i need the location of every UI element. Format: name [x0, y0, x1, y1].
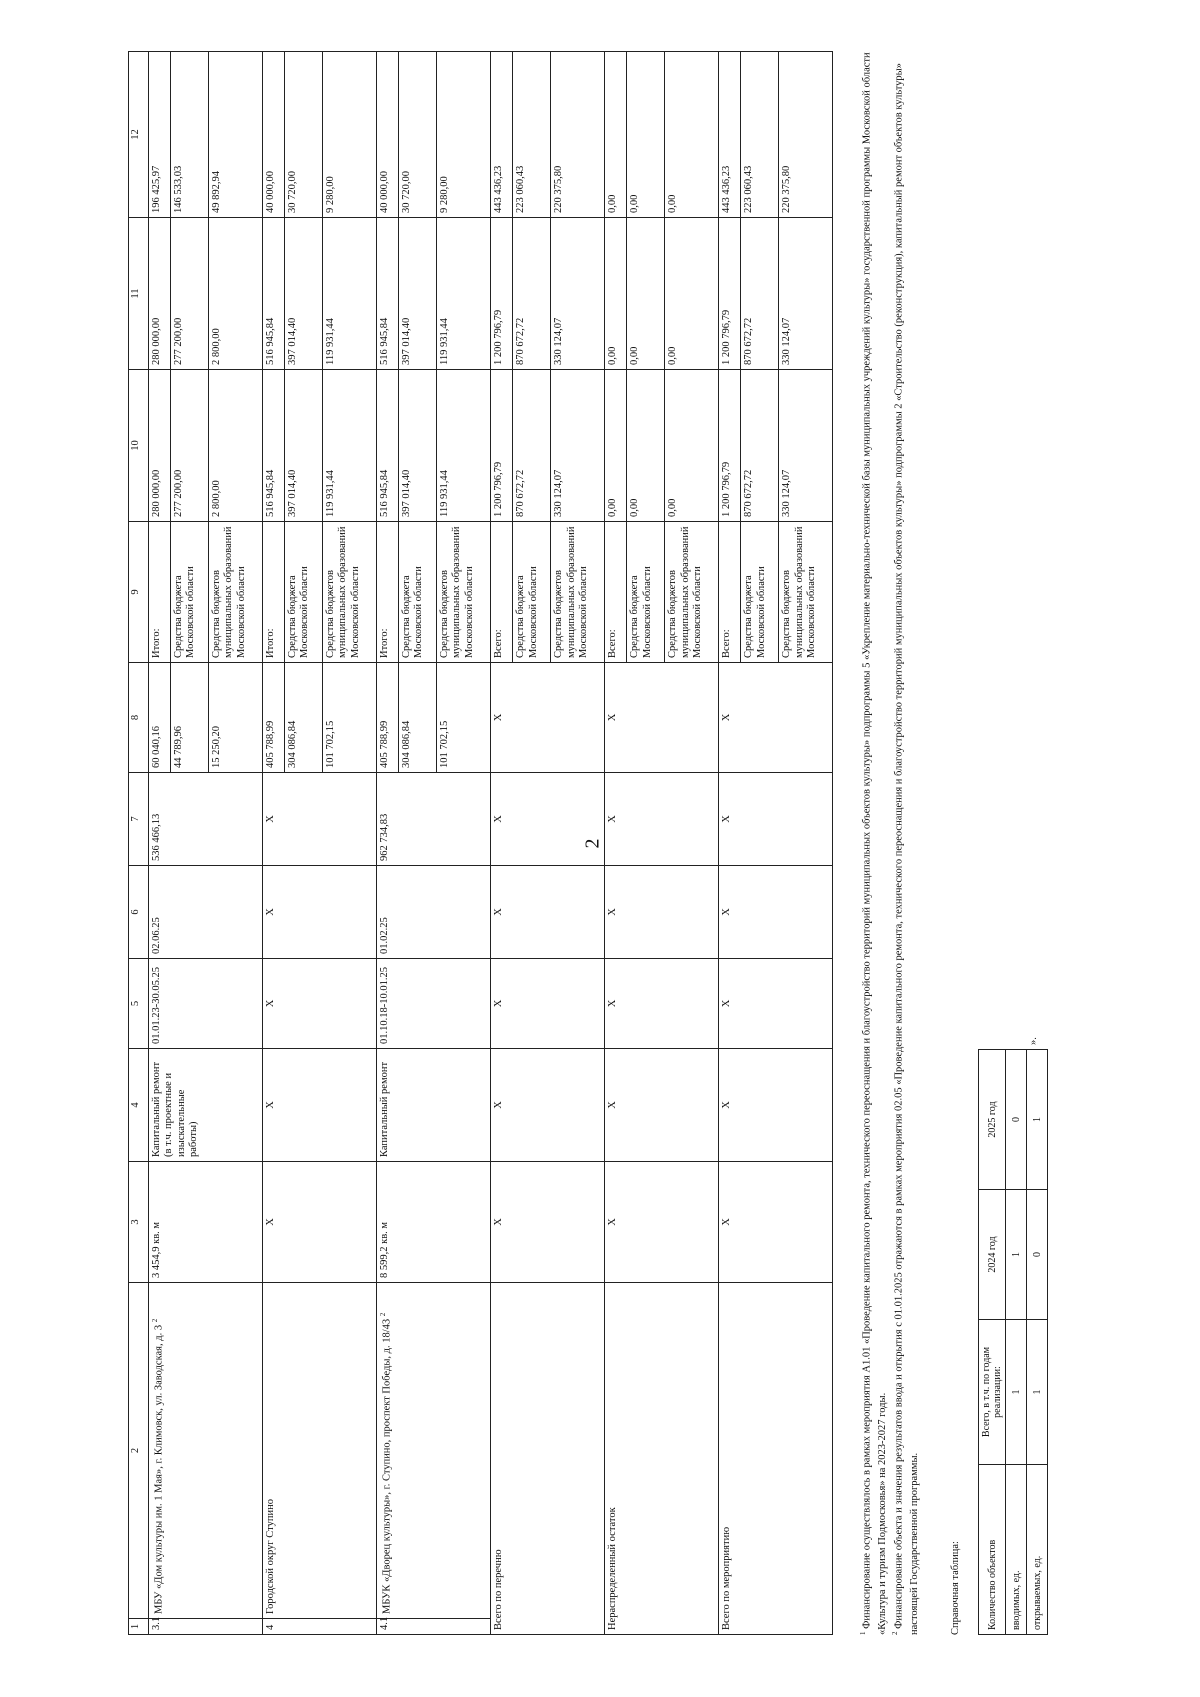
work-period: 01.10.18-10.01.25 [376, 959, 490, 1049]
amount-col10: 0,00 [604, 370, 626, 522]
financed-value: 405 788,99 [376, 663, 398, 773]
amount-col12: 49 892,94 [208, 52, 262, 218]
amount-col11: 277 200,00 [170, 218, 208, 370]
amount-col10: 870 672,72 [741, 370, 779, 522]
x-mark: X [718, 773, 832, 866]
amount-col12: 40 000,00 [262, 52, 284, 218]
summary-row [718, 52, 740, 1635]
footnotes [858, 35, 922, 1635]
funding-source: Средства бюджетов муниципальных образований Московской области [322, 522, 376, 663]
work-type: Капитальный ремонт (в т.ч. проектные и изыскательные работы) [148, 1049, 262, 1162]
x-mark: X [490, 959, 604, 1049]
col-number: 2 [129, 1283, 149, 1619]
page-number: 2 [581, 838, 604, 849]
row-number: 4 [262, 1619, 376, 1635]
amount-col11: 2 800,00 [208, 218, 262, 370]
reference-total: 1 [1006, 1320, 1027, 1465]
object-name: МБУК «Дворец культуры», г. Ступино, проспект Победы, д. 18/43 $^2$ [376, 1283, 490, 1619]
financed-value: 15 250,20 [208, 663, 262, 773]
table-row [376, 52, 398, 1635]
reference-2024: 1 [1006, 1190, 1027, 1320]
opening-date: 01.02.25 [376, 866, 490, 959]
amount-col12: 443 436,23 [490, 52, 512, 218]
funding-source: Средства бюджета Московской области [626, 522, 664, 663]
amount-col11: 330 124,07 [779, 218, 833, 370]
financed-value: 304 086,84 [398, 663, 436, 773]
work-period: 01.01.23-30.05.25 [148, 959, 262, 1049]
amount-col10: 119 931,44 [436, 370, 490, 522]
funding-source: Средства бюджета Московской области [284, 522, 322, 663]
reference-2025: 1 [1027, 1050, 1048, 1190]
amount-col11: 0,00 [604, 218, 626, 370]
reference-table-caption: Справочная таблица: [950, 1541, 961, 1635]
object-area: 3 454,9 кв. м [148, 1162, 262, 1283]
amount-col11: 280 000,00 [148, 218, 170, 370]
amount-col10: 280 000,00 [148, 370, 170, 522]
amount-col12: 9 280,00 [436, 52, 490, 218]
x-mark: X [490, 866, 604, 959]
amount-col11: 119 931,44 [436, 218, 490, 370]
funding-source: Всего: [490, 522, 512, 663]
object-name: Городской округ Ступино [262, 1283, 376, 1619]
funding-source: Средства бюджета Московской области [398, 522, 436, 663]
col-number: 3 [129, 1162, 149, 1283]
x-mark: X [490, 773, 604, 866]
financing-table [128, 51, 833, 1635]
funding-source: Средства бюджетов муниципальных образований Московской области [436, 522, 490, 663]
col-number: 10 [129, 370, 149, 522]
total-cost: 536 466,13 [148, 773, 262, 866]
x-mark: X [262, 1162, 376, 1283]
amount-col12: 0,00 [626, 52, 664, 218]
financed-value: 304 086,84 [284, 663, 322, 773]
summary-label: Нераспределенный остаток [604, 1283, 718, 1635]
x-mark: X [604, 773, 718, 866]
x-mark: X [490, 663, 604, 773]
amount-col12: 40 000,00 [376, 52, 398, 218]
funding-source: Средства бюджетов муниципальных образований Московской области [664, 522, 718, 663]
reference-header: 2025 год [979, 1050, 1006, 1190]
row-number: 4.1 [376, 1619, 490, 1635]
amount-col11: 516 945,84 [262, 218, 284, 370]
amount-col11: 397 014,40 [284, 218, 322, 370]
table-row [262, 52, 284, 1635]
amount-col12: 0,00 [604, 52, 626, 218]
amount-col11: 119 931,44 [322, 218, 376, 370]
work-type: Капитальный ремонт [376, 1049, 490, 1162]
amount-col11: 1 200 796,79 [490, 218, 512, 370]
x-mark: X [262, 959, 376, 1049]
reference-header: 2024 год [979, 1190, 1006, 1320]
amount-col11: 397 014,40 [398, 218, 436, 370]
reference-2024: 0 [1027, 1190, 1048, 1320]
amount-col11: 1 200 796,79 [718, 218, 740, 370]
reference-label: вводимых, ед. [1006, 1465, 1027, 1635]
col-number: 6 [129, 866, 149, 959]
funding-source: Средства бюджета Московской области [512, 522, 550, 663]
financed-value: 60 040,16 [148, 663, 170, 773]
amount-col11: 0,00 [664, 218, 718, 370]
amount-col10: 516 945,84 [376, 370, 398, 522]
table-row [148, 52, 170, 1635]
amount-col10: 397 014,40 [398, 370, 436, 522]
amount-col12: 220 375,80 [550, 52, 604, 218]
x-mark: X [718, 663, 832, 773]
col-number: 9 [129, 522, 149, 663]
x-mark: X [490, 1049, 604, 1162]
amount-col12: 30 720,00 [398, 52, 436, 218]
reference-table [978, 1049, 1048, 1635]
footnote-1: $^1$ Финансирование осуществлялось в рамках мероприятия А1.01 «Проведение капитального ремонта, технического переоснащения и благоустройство территорий муниципальных объектов культуры» подпрограммы 5 «Укрепление материально-технической базы муниципальных учреждений культуры» государственной программы Московской области «Культура и туризм Подмосковья» на 2023-2027 годы. [859, 52, 888, 1635]
opening-date: 02.06.25 [148, 866, 262, 959]
reference-row [1006, 1050, 1027, 1635]
col-number: 8 [129, 663, 149, 773]
financed-value: 101 702,15 [436, 663, 490, 773]
funding-source: Всего: [718, 522, 740, 663]
funding-source: Средства бюджетов муниципальных образований Московской области [208, 522, 262, 663]
reference-label: открываемых, ед. [1027, 1465, 1048, 1635]
col-number: 7 [129, 773, 149, 866]
x-mark: X [262, 773, 376, 866]
amount-col10: 516 945,84 [262, 370, 284, 522]
rotated-page-content [128, 25, 1200, 1635]
amount-col12: 30 720,00 [284, 52, 322, 218]
amount-col10: 870 672,72 [512, 370, 550, 522]
amount-col12: 220 375,80 [779, 52, 833, 218]
amount-col10: 330 124,07 [779, 370, 833, 522]
reference-header: Всего, в т.ч. по годам реализации: [979, 1320, 1006, 1465]
col-number: 1 [129, 1619, 149, 1635]
column-number-row [129, 52, 149, 1635]
x-mark: X [604, 1049, 718, 1162]
summary-row [490, 52, 512, 1635]
row-number: 3.1 [148, 1619, 262, 1635]
x-mark: X [604, 1162, 718, 1283]
col-number: 12 [129, 52, 149, 218]
x-mark: X [718, 959, 832, 1049]
financed-value: 405 788,99 [262, 663, 284, 773]
funding-source: Итого: [262, 522, 284, 663]
amount-col12: 443 436,23 [718, 52, 740, 218]
x-mark: X [490, 1162, 604, 1283]
amount-col10: 119 931,44 [322, 370, 376, 522]
x-mark: X [718, 1049, 832, 1162]
amount-col12: 9 280,00 [322, 52, 376, 218]
funding-source: Средства бюджета Московской области [170, 522, 208, 663]
amount-col11: 516 945,84 [376, 218, 398, 370]
amount-col11: 0,00 [626, 218, 664, 370]
financed-value: 101 702,15 [322, 663, 376, 773]
amount-col12: 223 060,43 [512, 52, 550, 218]
amount-col12: 223 060,43 [741, 52, 779, 218]
x-mark: X [604, 866, 718, 959]
summary-label: Всего по мероприятию [718, 1283, 832, 1635]
amount-col12: 146 533,03 [170, 52, 208, 218]
funding-source: Средства бюджетов муниципальных образований Московской области [550, 522, 604, 663]
funding-source: Итого: [376, 522, 398, 663]
reference-total: 1 [1027, 1320, 1048, 1465]
summary-label: Всего по перечню [490, 1283, 604, 1635]
reference-header: Количество объектов [979, 1465, 1006, 1635]
reference-header-row [979, 1050, 1006, 1635]
amount-col11: 870 672,72 [741, 218, 779, 370]
funding-source: Средства бюджетов муниципальных образований Московской области [779, 522, 833, 663]
summary-row [604, 52, 626, 1635]
footnote-2: $^2$ Финансирование объекта и значения результатов ввода и открытия с 01.01.2025 отражаются в рамках мероприятия 02.05 «Проведение капитального ремонта, технического переоснащения и благоустройство территорий муниципальных объектов культуры» подпрограммы 2 «Строительство (реконструкция), капитальный ремонт объектов культуры» настоящей Государственной программы. [890, 63, 920, 1635]
col-number: 5 [129, 959, 149, 1049]
funding-source: Всего: [604, 522, 626, 663]
amount-col10: 277 200,00 [170, 370, 208, 522]
x-mark: X [718, 1162, 832, 1283]
col-number: 11 [129, 218, 149, 370]
x-mark: X [262, 1049, 376, 1162]
x-mark: X [604, 663, 718, 773]
reference-2025: 0 [1006, 1050, 1027, 1190]
financed-value: 44 789,96 [170, 663, 208, 773]
amount-col10: 0,00 [664, 370, 718, 522]
amount-col12: 0,00 [664, 52, 718, 218]
reference-row [1027, 1050, 1048, 1635]
x-mark: X [262, 866, 376, 959]
amount-col11: 870 672,72 [512, 218, 550, 370]
object-name: МБУ «Дом культуры им. 1 Мая», г. Климовск, ул. Заводская, д. 3 $^2$ [148, 1283, 262, 1619]
amount-col10: 397 014,40 [284, 370, 322, 522]
amount-col10: 1 200 796,79 [718, 370, 740, 522]
amount-col12: 196 425,97 [148, 52, 170, 218]
amount-col10: 0,00 [626, 370, 664, 522]
amount-col10: 330 124,07 [550, 370, 604, 522]
object-area: 8 599,2 кв. м [376, 1162, 490, 1283]
amount-col11: 330 124,07 [550, 218, 604, 370]
closing-quote: ». [1028, 1037, 1039, 1045]
total-cost: 962 734,83 [376, 773, 490, 866]
col-number: 4 [129, 1049, 149, 1162]
funding-source: Средства бюджета Московской области [741, 522, 779, 663]
x-mark: X [718, 866, 832, 959]
x-mark: X [604, 959, 718, 1049]
amount-col10: 1 200 796,79 [490, 370, 512, 522]
amount-col10: 2 800,00 [208, 370, 262, 522]
funding-source: Итого: [148, 522, 170, 663]
